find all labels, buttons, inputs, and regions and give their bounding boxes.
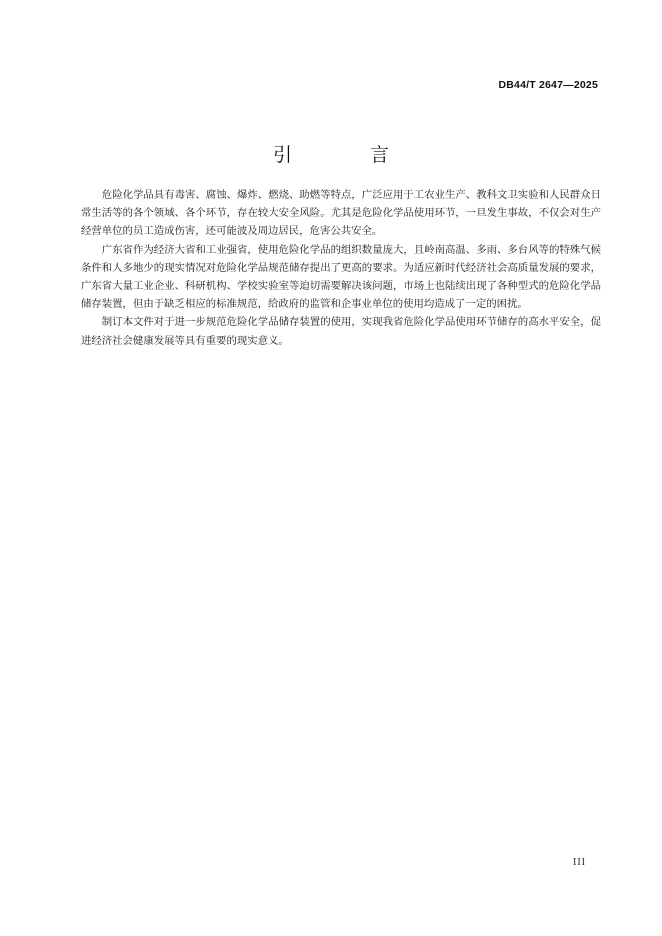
page-number: III <box>573 857 586 868</box>
paragraph-3: 制订本文件对于进一步规范危险化学品储存装置的使用，实现我省危险化学品使用环节储存的高水平安全，促进经济社会健康发展等具有重要的现实意义。 <box>81 316 601 347</box>
paragraph-2: 广东省作为经济大省和工业强省，使用危险化学品的组织数量庞大，且岭南高温、多雨、多台风等的特殊气候条件和人多地少的现实情况对危险化学品规范储存提出了更高的要求。为适应新时代经济社会高质量发展的要求，广东省大量工业企业、科研机构、学校实验室等迫切需要解决该问题，市场上也陆续出现了各种型式的危险化学品储存装置，但由于缺乏相应的标准规范，给政府的监管和企事业单位的使用均造成了一定的困扰。 <box>81 243 601 311</box>
document-number: DB44/T 2647—2025 <box>498 79 598 91</box>
introduction-body <box>81 186 601 350</box>
paragraph-1: 危险化学品具有毒害、腐蚀、爆炸、燃烧、助燃等特点，广泛应用于工农业生产、教科文卫实验和人民群众日常生活等的各个领域、各个环节，存在较大安全风险。尤其是危险化学品使用环节，一旦发生事故，不仅会对生产经营单位的员工造成伤害，还可能波及周边居民，危害公共安全。 <box>81 189 601 238</box>
section-title: 引 言 <box>272 144 426 166</box>
